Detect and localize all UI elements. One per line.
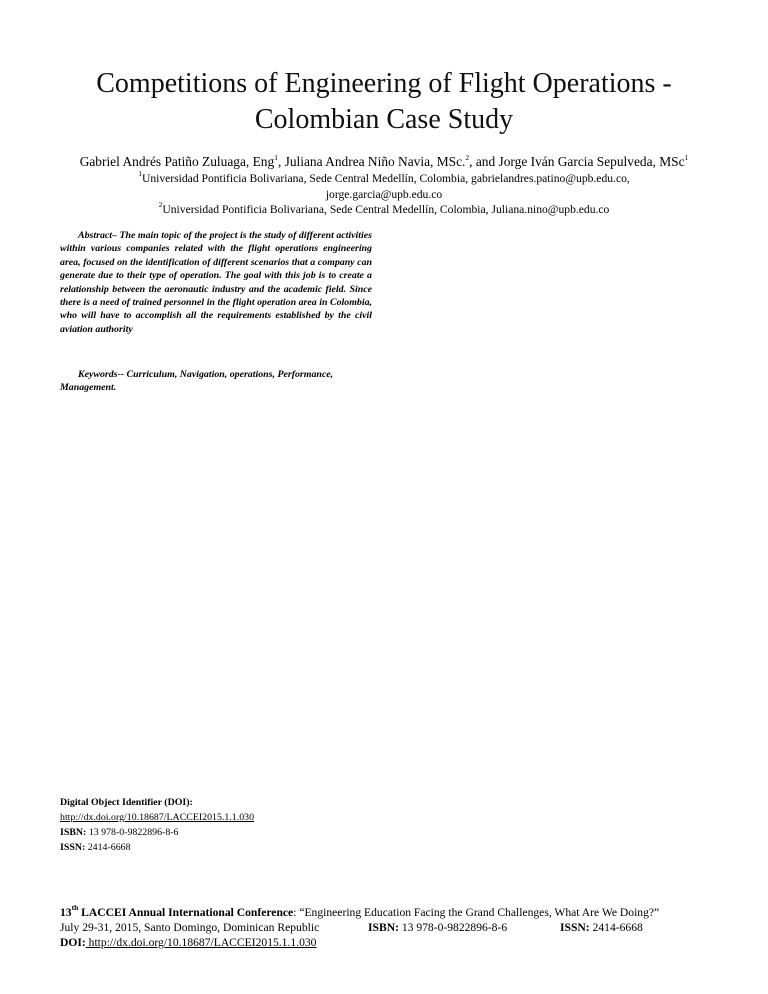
author-3: , and Jorge Iván Garcia Sepulveda, MSc [469, 154, 685, 169]
paper-title [40, 66, 728, 138]
conference-theme: : “Engineering Education Facing the Grand Challenges, What Are We Doing?” [293, 906, 660, 919]
isbn-label: ISBN: [60, 827, 87, 838]
affiliation-1-mark: 1 [138, 169, 142, 179]
author-list [20, 153, 748, 170]
issn-value: 2414-6668 [85, 842, 131, 853]
affiliation-2-mark: 2 [158, 200, 163, 210]
affiliation-1 [20, 171, 748, 203]
issn-label: ISSN: [60, 842, 86, 853]
title-line-2: Colombian Case Study [254, 104, 514, 135]
footer-issn-label: ISSN: [560, 921, 590, 934]
conference-name: LACCEI Annual International Conference [78, 906, 294, 919]
doi-info-block [60, 796, 380, 856]
abstract: Abstract– The main topic of the project is the study of different activities within various companies related with the flight operations engineering area, focused on the identification of different scenarios that a company can generate due to their type of operation. The goal with this job is to create a relationship between the aeronautic industry and the academic field. Since there is a need of trained personnel in the flight operation area in Colombia, who will have to accomplish all the requirements established by the civil aviation authority [60, 230, 372, 335]
affiliation-1-line-2: jorge.garcia@upb.edu.co [325, 188, 443, 201]
affiliation-2 [20, 202, 748, 218]
affiliation-2-line-1: Universidad Pontificia Bolivariana, Sede Central Medellín, Colombia, Juliana.nino@upb.edu.co [162, 203, 610, 216]
author-2-affil-mark: 2 [465, 152, 470, 162]
footer-doi-link[interactable]: http://dx.doi.org/10.18687/LACCEI2015.1.1.030 [85, 936, 317, 949]
conference-number: 13 [60, 906, 72, 919]
doi-label: Digital Object Identifier (DOI): [60, 797, 193, 808]
conference-dates-place: July 29-31, 2015, Santo Domingo, Dominican Republic [60, 921, 320, 934]
conference-number-suffix: th [71, 903, 79, 913]
doi-link[interactable]: http://dx.doi.org/10.18687/LACCEI2015.1.1.030 [60, 812, 255, 823]
author-1-affil-mark: 1 [274, 152, 278, 162]
author-3-affil-mark: 1 [684, 152, 689, 162]
footer-doi-label: DOI: [60, 936, 86, 949]
affiliation-1-line-1: Universidad Pontificia Bolivariana, Sede Central Medellín, Colombia, gabrielandres.patino@upb.edu.co, [141, 172, 630, 185]
footer-issn-value: 2414-6668 [589, 921, 643, 934]
keywords: Keywords-- Curriculum, Navigation, operations, Performance, Management. [60, 369, 334, 394]
title-line-1: Competitions of Engineering of Flight Operations - [96, 68, 672, 99]
author-2: , Juliana Andrea Niño Navia, MSc. [277, 154, 466, 169]
conference-footer [60, 903, 740, 951]
footer-isbn-label: ISBN: [368, 921, 399, 934]
author-1: Gabriel Andrés Patiño Zuluaga, Eng [79, 154, 275, 169]
footer-isbn-value: 13 978-0-9822896-8-6 [398, 921, 508, 934]
isbn-value: 13 978-0-9822896-8-6 [86, 827, 179, 838]
